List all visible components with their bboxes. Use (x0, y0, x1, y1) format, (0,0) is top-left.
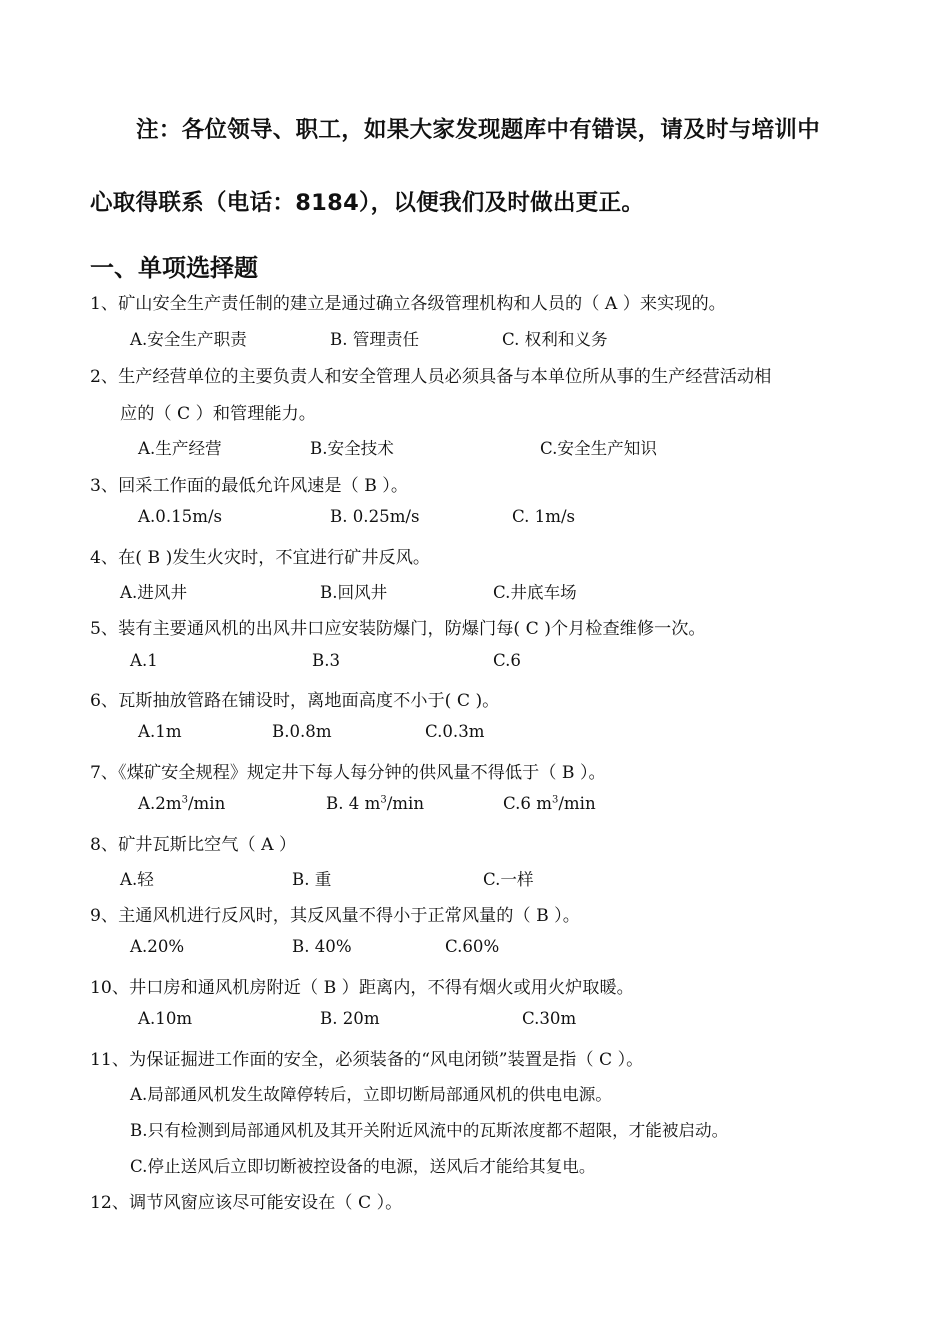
q7-option-a-post: /min (187, 794, 226, 813)
q9-option-c: C.60% (445, 937, 500, 956)
question-5: 5、装有主要通风机的出风井口应安装防爆门，防爆门每( C )个月检查维修一次。 (90, 619, 706, 639)
question-1: 1、矿山安全生产责任制的建立是通过确立各级管理机构和人员的（ A ）来实现的。 (90, 294, 726, 314)
q7-option-c (503, 794, 596, 813)
question-8: 8、矿井瓦斯比空气（ A ） (90, 835, 297, 855)
q4-option-c: C.井底车场 (493, 583, 577, 602)
question-10: 10、井口房和通风机房附近（ B ）距离内，不得有烟火或用火炉取暖。 (90, 978, 634, 998)
q10-option-c: C.30m (522, 1009, 577, 1028)
question-2-cont: 应的（ C ）和管理能力。 (120, 404, 316, 424)
q11-option-c: C.停止送风后立即切断被控设备的电源，送风后才能给其复电。 (130, 1157, 596, 1176)
q1-option-c: C. 权利和义务 (502, 330, 608, 349)
q5-option-b: B.3 (312, 651, 341, 670)
q8-option-c: C.一样 (483, 870, 534, 889)
question-3: 3、回采工作面的最低允许风速是（ B ）。 (90, 476, 409, 496)
q7-option-c-post: /min (558, 794, 596, 813)
q8-option-b: B. 重 (292, 870, 332, 889)
q7-option-a (138, 794, 225, 813)
q1-option-b: B. 管理责任 (330, 330, 420, 349)
q1-option-a: A.安全生产职责 (130, 330, 247, 349)
q4-option-a: A.进风井 (120, 583, 188, 602)
q7-option-c-sup: 3 (551, 794, 559, 806)
question-9: 9、主通风机进行反风时，其反风量不得小于正常风量的（ B ）。 (90, 906, 580, 926)
q10-option-a: A.10m (138, 1009, 193, 1028)
q11-option-b: B.只有检测到局部通风机及其开关附近风流中的瓦斯浓度都不超限，才能被启动。 (130, 1121, 729, 1140)
q5-option-c: C.6 (493, 651, 521, 670)
question-2: 2、生产经营单位的主要负责人和安全管理人员必须具备与本单位所从事的生产经营活动相 (90, 367, 772, 387)
question-6: 6、瓦斯抽放管路在铺设时，离地面高度不小于( C )。 (90, 691, 500, 711)
q3-option-c: C. 1m/s (512, 507, 576, 526)
q11-option-a: A.局部通风机发生故障停转后，立即切断局部通风机的供电电源。 (130, 1085, 612, 1104)
notice-line-1: 注：各位领导、职工，如果大家发现题库中有错误，请及时与培训中 (136, 117, 821, 143)
q5-option-a: A.1 (130, 651, 158, 670)
q6-option-b: B.0.8m (272, 722, 332, 741)
q6-option-c: C.0.3m (425, 722, 485, 741)
section-title: 一、单项选择题 (90, 254, 258, 282)
q4-option-b: B.回风井 (320, 583, 388, 602)
q9-option-b: B. 40% (292, 937, 352, 956)
question-12: 12、调节风窗应该尽可能安设在（ C ）。 (90, 1193, 403, 1213)
notice-line-2: 心取得联系（电话：8184），以便我们及时做出更正。 (90, 190, 645, 216)
q2-option-c: C.安全生产知识 (540, 439, 657, 458)
q7-option-b (326, 794, 424, 813)
q7-option-a-pre: A.2m (138, 794, 182, 813)
q7-option-c-pre: C.6 m (503, 794, 552, 813)
q9-option-a: A.20% (130, 937, 185, 956)
q3-option-b: B. 0.25m/s (330, 507, 420, 526)
q7-option-a-sup: 3 (181, 794, 188, 806)
q3-option-a: A.0.15m/s (138, 507, 223, 526)
q2-option-b: B.安全技术 (310, 439, 394, 458)
q6-option-a: A.1m (138, 722, 182, 741)
q10-option-b: B. 20m (320, 1009, 380, 1028)
question-4: 4、在( B )发生火灾时，不宜进行矿井反风。 (90, 548, 431, 568)
q8-option-a: A.轻 (120, 870, 154, 889)
question-7: 7、《煤矿安全规程》规定井下每人每分钟的供风量不得低于（ B ）。 (90, 763, 606, 783)
q2-option-a: A.生产经营 (138, 439, 222, 458)
q7-option-b-pre: B. 4 m (326, 794, 381, 813)
question-11: 11、为保证掘进工作面的安全，必须装备的“风电闭锁”装置是指（ C ）。 (90, 1050, 644, 1070)
q7-option-b-post: /min (386, 794, 425, 813)
q7-option-b-sup: 3 (380, 794, 387, 806)
